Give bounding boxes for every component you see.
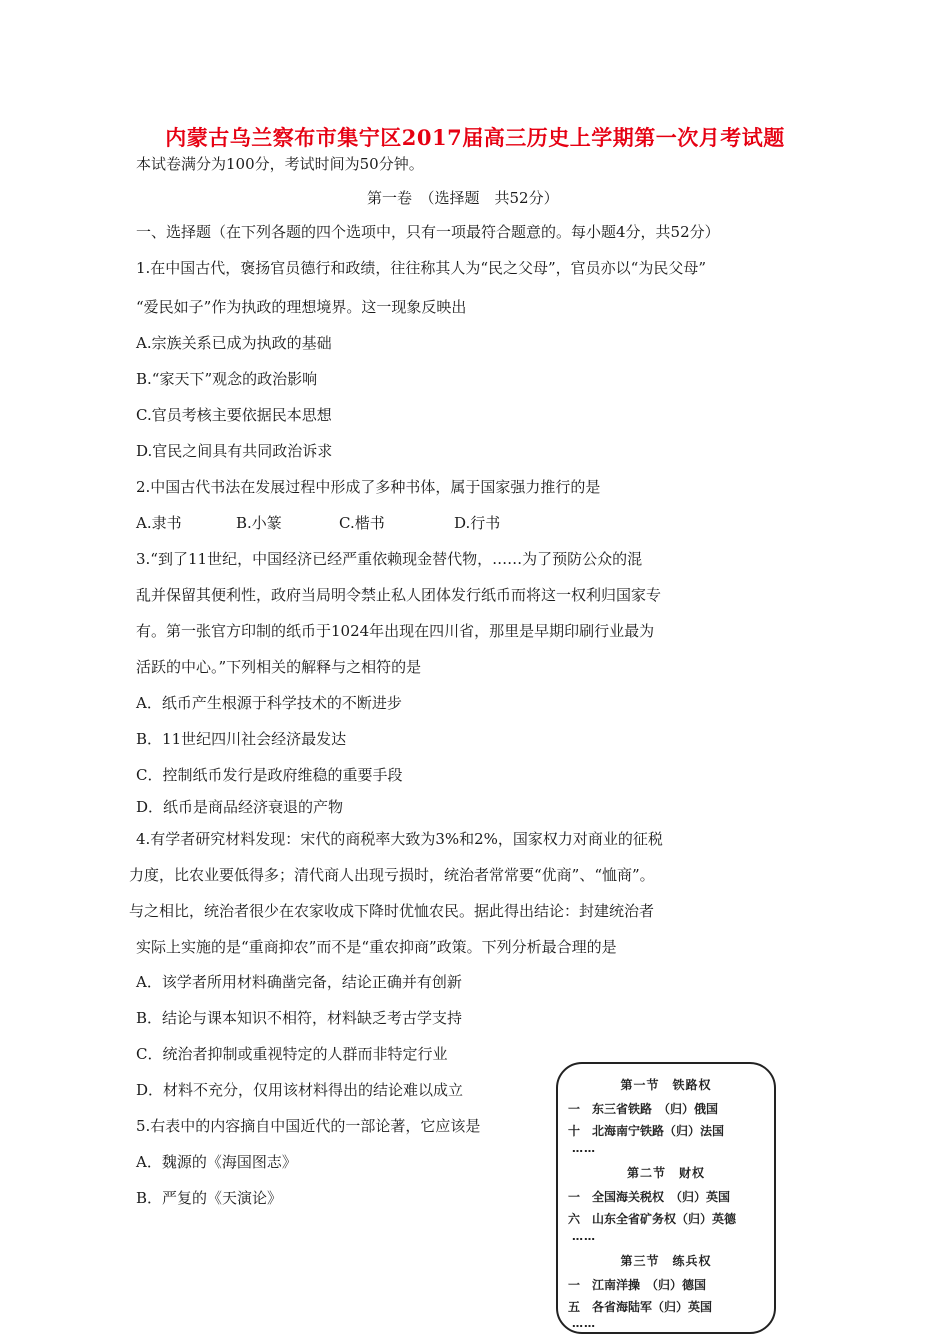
q3-option-b: B．11世纪四川社会经济最发达: [136, 730, 347, 748]
q4-stem-line3: 与之相比，统治者很少在农家收成下降时优恤农民。据此得出结论：封建统治者: [129, 902, 655, 920]
q1-option-d: D.官民之间具有共同政治诉求: [136, 442, 333, 460]
table-section-finance: 第二节 财权: [626, 1166, 705, 1180]
q3-option-c: C．控制纸币发行是政府维稳的重要手段: [136, 766, 403, 784]
q5-option-b: B．严复的《天演论》: [136, 1189, 283, 1207]
table-row: 一 江南洋操 （归）德国: [568, 1278, 707, 1292]
q4-stem-line1: 4.有学者研究材料发现：宋代的商税率大致为3%和2%，国家权力对商业的征税: [136, 830, 663, 848]
q2-option-a: A.隶书: [136, 514, 182, 532]
q2-option-c: C.楷书: [339, 514, 385, 532]
q4-stem-line2: 力度，比农业要低得多；清代商人出现亏损时，统治者常常要“优商”、“恤商”。: [129, 866, 655, 884]
table-row: 五 各省海陆军（归）英国: [568, 1300, 713, 1314]
q3-option-d: D．纸币是商品经济衰退的产物: [136, 798, 344, 816]
table-section-railway: 第一节 铁路权: [620, 1078, 712, 1092]
q4-option-b: B．结论与课本知识不相符，材料缺乏考古学支持: [136, 1009, 463, 1027]
table-section-military: 第三节 练兵权: [620, 1254, 712, 1268]
table-row: 一 东三省铁路 （归）俄国: [568, 1102, 719, 1116]
volume-heading: 第一卷 （选择题 共52分）: [367, 189, 559, 207]
q4-option-d: D．材料不充分，仅用该材料得出的结论难以成立: [136, 1081, 464, 1099]
q4-stem-line4: 实际上实施的是“重商抑农”而不是“重农抑商”政策。下列分析最合理的是: [136, 938, 617, 956]
q3-stem-line2: 乱并保留其便利性，政府当局明令禁止私人团体发行纸币而将这一权利归国家专: [136, 586, 662, 604]
q2-stem: 2.中国古代书法在发展过程中形成了多种书体，属于国家强力推行的是: [136, 478, 601, 496]
q4-option-a: A．该学者所用材料确凿完备，结论正确并有创新: [136, 973, 462, 991]
q1-option-a: A.宗族关系已成为执政的基础: [136, 334, 332, 352]
page-title: 内蒙古乌兰察布市集宁区2017届高三历史上学期第一次月考试题: [165, 125, 785, 150]
table-ellipsis: ……: [572, 1317, 596, 1330]
table-ellipsis: ……: [572, 1142, 596, 1155]
q3-option-a: A．纸币产生根源于科学技术的不断进步: [136, 694, 402, 712]
table-ellipsis: ……: [572, 1230, 596, 1243]
rights-table-figure: [556, 1062, 776, 1334]
q4-option-c: C．统治者抑制或重视特定的人群而非特定行业: [136, 1045, 448, 1063]
q3-stem-line1: 3.“到了11世纪，中国经济已经严重依赖现金替代物，……为了预防公众的混: [136, 550, 643, 568]
q1-stem-line1: 1.在中国古代，褒扬官员德行和政绩，往往称其人为“民之父母”，官员亦以“为民父母”: [136, 259, 706, 277]
q2-option-b: B.小篆: [236, 514, 282, 532]
q5-stem: 5.右表中的内容摘自中国近代的一部论著，它应该是: [136, 1117, 481, 1135]
q1-stem-line2: “爱民如子”作为执政的理想境界。这一现象反映出: [136, 298, 467, 316]
table-row: 十 北海南宁铁路（归）法国: [568, 1124, 725, 1138]
exam-intro: 本试卷满分为100分，考试时间为50分钟。: [136, 155, 424, 173]
q3-stem-line3: 有。第一张官方印制的纸币于1024年出现在四川省，那里是早期印刷行业最为: [136, 622, 655, 640]
q3-stem-line4: 活跃的中心。”下列相关的解释与之相符的是: [136, 658, 422, 676]
table-row: 六 山东全省矿务权（归）英德: [568, 1212, 737, 1226]
q5-option-a: A．魏源的《海国图志》: [136, 1153, 297, 1171]
q2-option-d: D.行书: [454, 514, 501, 532]
q1-option-b: B.“家天下”观念的政治影响: [136, 370, 318, 388]
section-heading: 一、选择题（在下列各题的四个选项中，只有一项最符合题意的。每小题4分，共52分）: [136, 223, 720, 241]
q1-option-c: C.官员考核主要依据民本思想: [136, 406, 332, 424]
table-row: 一 全国海关税权 （归）英国: [568, 1190, 731, 1204]
